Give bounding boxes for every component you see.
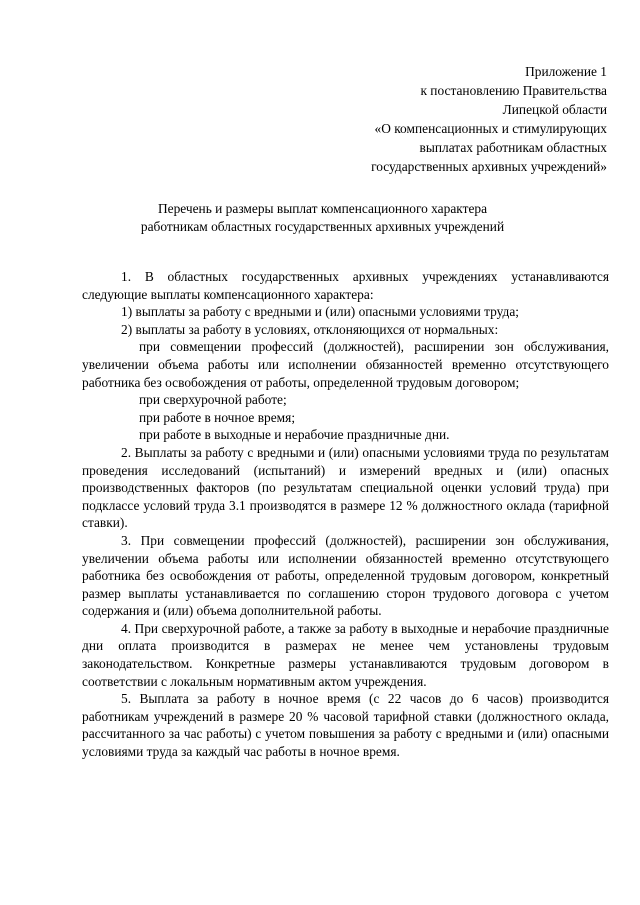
appendix-line-6: государственных архивных учреждений»	[371, 159, 607, 174]
paragraph-1-item-2-sub-b: при сверхурочной работе;	[139, 392, 287, 408]
appendix-line-5: выплатах работникам областных	[419, 140, 607, 155]
paragraph-4: 4. При сверхурочной работе, а также за работу в выходные и нерабочие праздничные дни оплата производится в размерах не менее чем установлены трудовым законодательством. Конкретные размеры устанавливаются трудовым договором в соответствии с локальным нормативным актом учреждения.	[82, 620, 609, 689]
paragraph-1-item-2-sub-a: при совмещении профессий (должностей), расширении зон обслуживания, увеличении объема работы или исполнении обязанностей временно отсутствующего работника без освобождения от работы, определенной трудовым договором;	[82, 339, 609, 390]
paragraph-3: 3. При совмещении профессий (должностей), расширении зон обслуживания, увеличении объема работы или исполнении обязанностей временно отсутствующего работника без освобождения от работы, определенной трудовым договором, конкретный размер выплаты устанавливается по соглашению сторон трудового договора с учетом содержания и (или) объема дополнительной работы.	[82, 532, 609, 619]
paragraph-1-item-2: 2) выплаты за работу в условиях, отклоняющихся от нормальных:	[121, 321, 499, 337]
appendix-line-3: Липецкой области	[502, 102, 607, 117]
paragraph-1-item-2-sub-c: при работе в ночное время;	[139, 409, 296, 425]
appendix-line-1: Приложение 1	[525, 64, 607, 79]
title-line-1: Перечень и размеры выплат компенсационного характера	[157, 201, 488, 216]
document-title	[40, 200, 605, 236]
paragraph-2: 2. Выплаты за работу с вредными и (или) опасными условиями труда по результатам проведения исследований (испытаний) и измерений вредных и (или) опасных производственных факторов (по результатам специальной оценки условий труда) при подклассе условий труда 3.1 производятся в размере 12 % должностного оклада (тарифной ставки).	[82, 444, 609, 531]
appendix-line-2: к постановлению Правительства	[420, 83, 607, 98]
paragraph-5: 5. Выплата за работу в ночное время (с 22 часов до 6 часов) производится работникам учреждений в размере 20 % часовой тарифной ставки (должностного оклада, рассчитанного за час работы) с учетом повышения за работу с вредными и (или) опасными условиями труда за каждый час работы в ночное время.	[82, 691, 609, 760]
appendix-header	[247, 62, 607, 176]
appendix-line-4: «О компенсационных и стимулирующих	[374, 121, 607, 136]
title-line-2: работникам областных государственных архивных учреждений	[140, 219, 505, 234]
document-body	[82, 268, 609, 761]
paragraph-1-item-2-sub-d: при работе в выходные и нерабочие праздничные дни.	[139, 427, 450, 443]
paragraph-1: 1. В областных государственных архивных учреждениях устанавливаются следующие выплаты компенсационного характера:	[82, 269, 609, 302]
paragraph-1-item-1: 1) выплаты за работу с вредными и (или) опасными условиями труда;	[121, 304, 519, 320]
